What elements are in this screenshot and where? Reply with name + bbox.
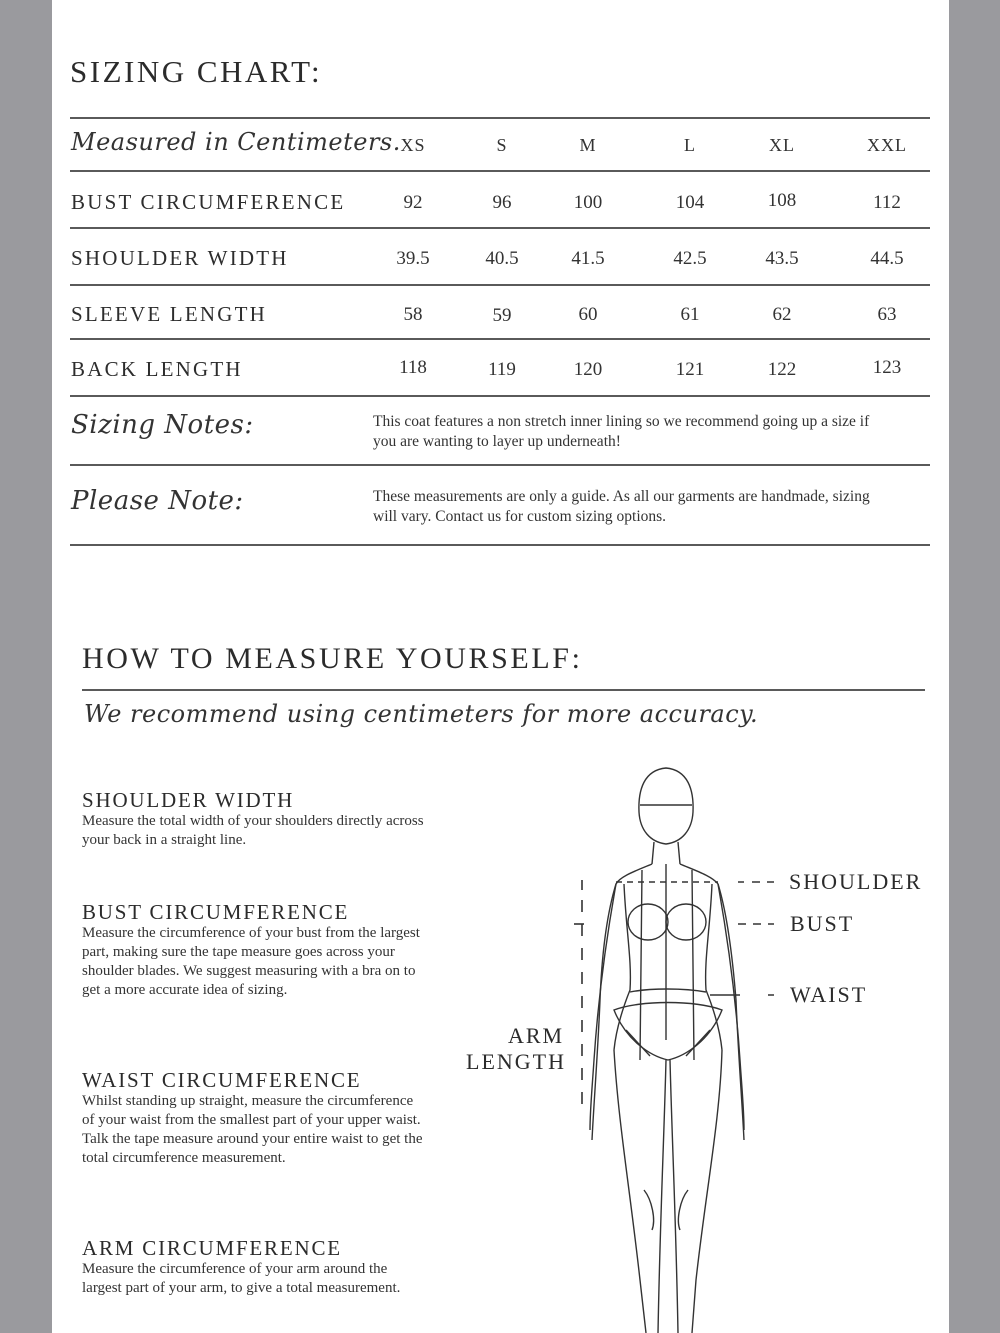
shoulder-width-text: Measure the total width of your shoulders directly across your back in a straight line. (82, 813, 424, 848)
table-cell: 120 (573, 359, 603, 380)
figure-label-bust: BUST (790, 911, 855, 936)
table-cell: 100 (573, 192, 603, 213)
right-margin (949, 0, 1000, 1333)
measure-title: HOW TO MEASURE YOURSELF: (82, 642, 583, 675)
divider (70, 464, 930, 466)
please-note-title: Please Note: (71, 486, 244, 516)
table-cell: 119 (488, 359, 516, 380)
table-cell: 122 (767, 359, 797, 380)
size-header-l: L (684, 135, 696, 155)
figure-label-shoulder: SHOULDER (789, 869, 923, 894)
size-header-xxl: XXL (867, 135, 907, 155)
figure-label-arm: ARM (508, 1023, 565, 1048)
row-label-bust: BUST CIRCUMFERENCE (71, 190, 346, 214)
table-cell: 41.5 (571, 248, 605, 269)
divider (70, 170, 930, 172)
size-header-m: M (579, 135, 597, 155)
table-cell: 121 (675, 359, 705, 380)
table-cell: 42.5 (673, 248, 707, 269)
size-header-s: S (496, 135, 508, 155)
table-cell: 39.5 (396, 248, 430, 269)
sizing-notes-text: This coat features a non stretch inner lining so we recommend going up a size if you are wanting to layer up underneath! (373, 413, 870, 450)
arm-title: ARM CIRCUMFERENCE (82, 1236, 342, 1260)
table-cell: 123 (872, 357, 902, 378)
size-header-xs: XS (400, 135, 426, 155)
table-cell: 62 (772, 304, 792, 325)
bust-title: BUST CIRCUMFERENCE (82, 900, 350, 924)
shoulder-width-title: SHOULDER WIDTH (82, 788, 295, 812)
table-cell: 63 (877, 304, 897, 325)
waist-text: Whilst standing up straight, measure the circumference of your waist from the smallest part of your upper waist. Talk the tape measure around your entire waist to get the total circumference measurement. (82, 1093, 423, 1166)
table-cell: 44.5 (870, 248, 904, 269)
divider (82, 689, 925, 691)
table-cell: 43.5 (765, 248, 799, 269)
table-cell: 60 (578, 304, 598, 325)
divider (70, 227, 930, 229)
body-figure-illustration (560, 760, 950, 1333)
bust-text: Measure the circumference of your bust from the largest part, making sure the tape measure goes across your shoulder blades. We suggest measuring with a bra on to get a more accurate idea of sizing. (82, 925, 420, 998)
divider (70, 117, 930, 119)
figure-label-length: LENGTH (466, 1049, 566, 1074)
row-label-back: BACK LENGTH (71, 357, 243, 381)
table-cell: 40.5 (485, 248, 519, 269)
figure-label-waist: WAIST (790, 982, 868, 1007)
divider (70, 338, 930, 340)
table-cell: 104 (675, 192, 705, 213)
table-cell: 112 (873, 192, 901, 213)
left-margin (0, 0, 52, 1333)
please-note-text: These measurements are only a guide. As all our garments are handmade, sizing will vary. Contact us for custom sizing options. (373, 488, 870, 525)
table-cell: 58 (403, 304, 423, 325)
arm-text: Measure the circumference of your arm around the largest part of your arm, to give a total measurement. (82, 1261, 401, 1296)
row-label-shoulder: SHOULDER WIDTH (71, 246, 289, 270)
table-cell: 92 (403, 192, 423, 213)
table-cell: 59 (492, 305, 512, 326)
waist-title: WAIST CIRCUMFERENCE (82, 1068, 362, 1092)
table-cell: 108 (767, 190, 797, 211)
sizing-notes-title: Sizing Notes: (71, 410, 254, 440)
table-cell: 96 (492, 192, 512, 213)
row-label-sleeve: SLEEVE LENGTH (71, 302, 267, 326)
measure-subtitle: We recommend using centimeters for more accuracy. (84, 700, 759, 728)
sizing-chart-title: SIZING CHART: (70, 54, 323, 89)
table-cell: 61 (680, 304, 700, 325)
divider (70, 284, 930, 286)
unit-note: Measured in Centimeters. (71, 128, 401, 156)
table-cell: 118 (399, 357, 427, 378)
divider (70, 395, 930, 397)
divider (70, 544, 930, 546)
size-header-xl: XL (769, 135, 795, 155)
